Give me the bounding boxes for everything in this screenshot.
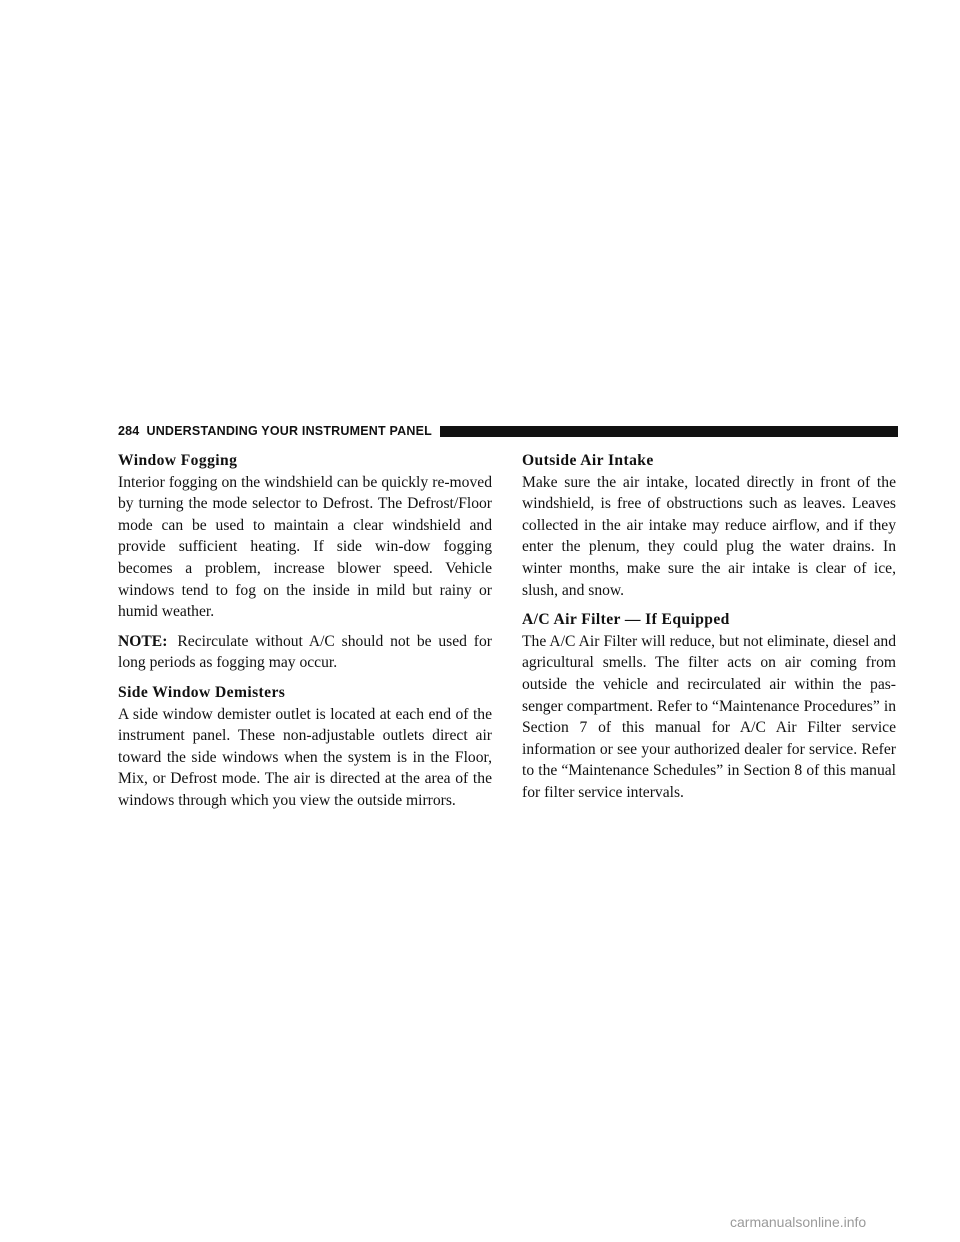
ac-air-filter-body: The A/C Air Filter will reduce, but not eliminate, diesel and agricultural smells. The filter acts on air coming from outside the vehicle and recirculated air within the pas-senger compartment. Refer to “Maintenance Procedures” in Section 7 of this manual for A/C Air Filter service information or see your authorized dealer for service. Refer to the “Maintenance Schedules” in Section 8 of this manual for filter service intervals. (522, 632, 896, 801)
ac-air-filter-heading: A/C Air Filter — If Equipped (522, 611, 730, 629)
right-column (522, 450, 896, 812)
section-title: UNDERSTANDING YOUR INSTRUMENT PANEL (146, 424, 432, 438)
header-rule (440, 426, 898, 437)
outside-air-intake-section (522, 450, 896, 601)
ac-air-filter-section (522, 609, 896, 803)
page-number: 284 (118, 424, 140, 438)
side-window-demisters-heading: Side Window Demisters (118, 683, 286, 701)
watermark-text: carmanualsonline.info (730, 1214, 867, 1230)
left-column (118, 450, 492, 820)
page-header (118, 421, 898, 441)
window-fogging-section (118, 450, 492, 623)
note-label: NOTE: (118, 632, 168, 650)
side-window-demisters-section (118, 682, 492, 812)
window-fogging-body: Interior fogging on the windshield can be quickly re-moved by turning the mode selector to Defrost. The Defrost/Floor mode can be used to maintain a clear windshield and provide sufficient heating. If side win-dow fogging becomes a problem, increase blower speed. Vehicle windows tend to fog on the inside in mild but rainy or humid weather. (118, 473, 492, 621)
note-text: Recirculate without A/C should not be used for long periods as fogging may occur. (118, 632, 492, 672)
note-section (118, 631, 492, 674)
side-window-demisters-body: A side window demister outlet is located at each end of the instrument panel. These non-adjustable outlets direct air toward the side windows when the system is in the Floor, Mix, or Defrost mode. The air is directed at the area of the windows through which you view the outside mirrors. (118, 705, 492, 809)
note-paragraph (118, 631, 492, 674)
outside-air-intake-body: Make sure the air intake, located directly in front of the windshield, is free of obstructions such as leaves. Leaves collected in the air intake may reduce airflow, and if they enter the plenum, they could plug the water drains. In winter months, make sure the air intake is clear of ice, slush, and snow. (522, 473, 896, 599)
outside-air-intake-heading: Outside Air Intake (522, 452, 654, 469)
window-fogging-heading: Window Fogging (118, 452, 238, 469)
